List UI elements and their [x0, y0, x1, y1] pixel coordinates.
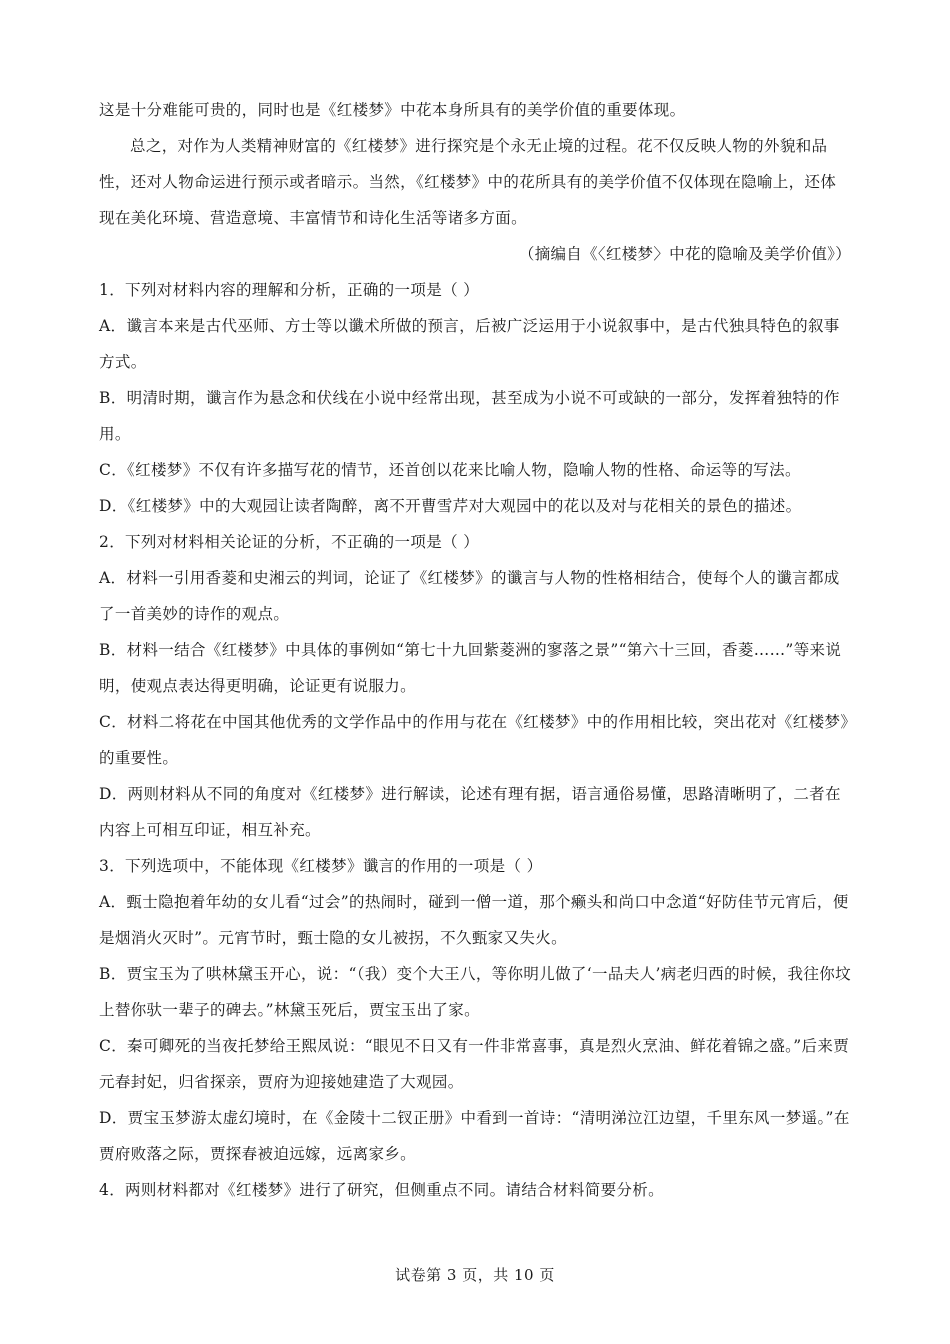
question-3 — [99, 848, 851, 1172]
question-stem: 3．下列选项中，不能体现《红楼梦》谶言的作用的一项是（ ） — [99, 857, 543, 875]
passage-source: （摘编自《〈红楼梦〉中花的隐喻及美学价值》） — [518, 245, 851, 263]
option-d: D．《红楼梦》中的大观园让读者陶醉，离不开曹雪芹对大观园中的花以及对与花相关的景色的描述。 — [99, 497, 802, 515]
passage-paragraph-summary: 总之，对作为人类精神财富的《红楼梦》进行探究是个永无止境的过程。花不仅反映人物的外貌和品性，还对人物命运进行预示或者暗示。当然，《红楼梦》中的花所具有的美学价值不仅体现在隐喻上，还体现在美化环境、营造意境、丰富情节和诗化生活等诸多方面。 — [99, 137, 837, 227]
option-a: A．甄士隐抱着年幼的女儿看“过会”的热闹时，碰到一僧一道，那个癞头和尚口中念道“好防佳节元宵后，便是烟消火灭时”。元宵节时，甄士隐的女儿被拐，不久甄家又失火。 — [99, 893, 849, 947]
option-d: D．两则材料从不同的角度对《红楼梦》进行解读，论述有理有据，语言通俗易懂，思路清晰明了，二者在内容上可相互印证，相互补充。 — [99, 785, 841, 839]
question-1 — [99, 272, 851, 524]
question-2 — [99, 524, 851, 848]
option-c: C．秦可卿死的当夜托梦给王熙凤说：“眼见不日又有一件非常喜事，真是烈火烹油、鲜花着锦之盛。”后来贾元春封妃，归省探亲，贾府为迎接她建造了大观园。 — [99, 1037, 850, 1091]
option-b: B．贾宝玉为了哄林黛玉开心，说：“（我）变个大王八，等你明儿做了‘一品夫人’病老归西的时候，我往你坟上替你驮一辈子的碑去。”林黛玉死后，贾宝玉出了家。 — [99, 965, 851, 1019]
option-a: A．谶言本来是古代巫师、方士等以谶术所做的预言，后被广泛运用于小说叙事中，是古代独具特色的叙事方式。 — [99, 317, 840, 371]
option-b: B．材料一结合《红楼梦》中具体的事例如“第七十九回紫菱洲的寥落之景”“第六十三回，香菱……”等来说明，使观点表达得更明确，论证更有说服力。 — [99, 641, 842, 695]
passage-line-1: 这是十分难能可贵的，同时也是《红楼梦》中花本身所具有的美学价值的重要体现。 — [99, 101, 686, 119]
question-4 — [99, 1172, 851, 1208]
question-stem: 2．下列对材料相关论证的分析，不正确的一项是（ ） — [99, 533, 480, 551]
option-b: B．明清时期，谶言作为悬念和伏线在小说中经常出现，甚至成为小说不可或缺的一部分，发挥着独特的作用。 — [99, 389, 840, 443]
page-footer: 试卷第 3 页，共 10 页 — [395, 1266, 555, 1284]
page-content — [99, 92, 851, 1208]
question-stem: 1．下列对材料内容的理解和分析，正确的一项是（ ） — [99, 281, 480, 299]
option-d: D．贾宝玉梦游太虚幻境时，在《金陵十二钗正册》中看到一首诗：“清明涕泣江边望，千里东风一梦遥。”在贾府败落之际，贾探春被迫远嫁，远离家乡。 — [99, 1109, 850, 1163]
question-stem: 4．两则材料都对《红楼梦》进行了研究，但侧重点不同。请结合材料简要分析。 — [99, 1181, 664, 1199]
option-a: A．材料一引用香菱和史湘云的判词，论证了《红楼梦》的谶言与人物的性格相结合，使每个人的谶言都成了一首美妙的诗作的观点。 — [99, 569, 840, 623]
option-c: C．《红楼梦》不仅有许多描写花的情节，还首创以花来比喻人物，隐喻人物的性格、命运等的写法。 — [99, 461, 801, 479]
option-c: C．材料二将花在中国其他优秀的文学作品中的作用与花在《红楼梦》中的作用相比较，突出花对《红楼梦》的重要性。 — [99, 713, 849, 767]
